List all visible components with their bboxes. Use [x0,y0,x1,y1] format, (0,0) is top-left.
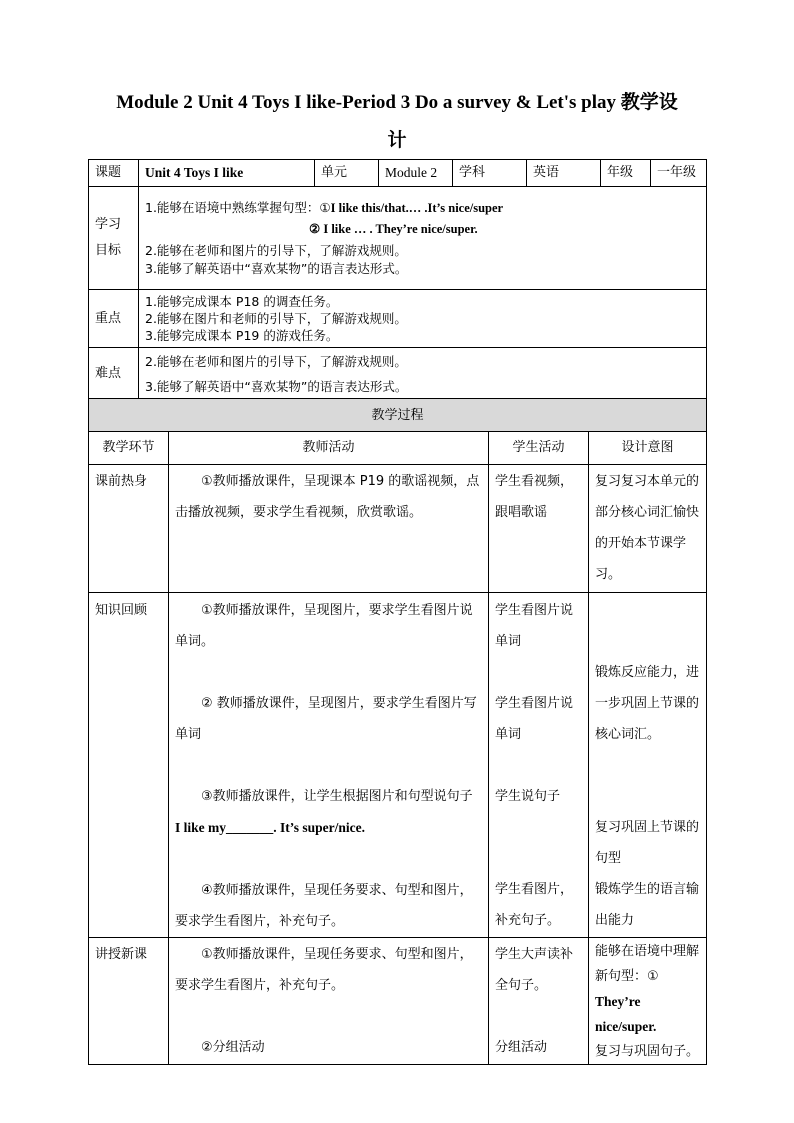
review-teacher-4: ④教师播放课件，呈现任务要求、句型和图片，要求学生看图片，补充句子。 [175,883,473,929]
review-teacher-3: ③教师播放课件，让学生根据图片和句型说句子 I like my_______. It’s super/nice. [175,789,473,835]
lesson-label: 课题 [89,160,139,187]
objectives-content [139,187,707,290]
warmup-intent: 复习复习本单元的部分核心词汇愉快的开始本节课学习。 [589,465,707,593]
new-teacher-2: ②分组活动 [201,1040,265,1055]
key-points-row [89,290,707,348]
title-line-2: 计 [387,130,407,151]
objective-2: 2.能够在老师和图片的引导下，了解游戏规则。 [145,242,407,258]
difficulties-row [89,348,707,400]
review-teacher-2: ② 教师播放课件，呈现图片，要求学生看图片写单词 [175,696,477,742]
new-intent: 能够在语境中理解新句型：① They’re nice/super. 复习与巩固句子。 [589,938,707,1065]
unit-label: 单元 [315,160,379,187]
review-teacher-1: ①教师播放课件，呈现图片，要求学生看图片说单词。 [175,603,473,649]
objectives-label: 学习 目标 [89,187,139,290]
review-student: 学生看图片说 单词 学生看图片说 单词 学生说句子 学生看图片， 补充句子。 [489,593,589,938]
warmup-teacher: ①教师播放课件，呈现课本 P19 的歌谣视频，点击播放视频，要求学生看视频，欣赏歌谣。 [169,465,489,593]
header-intent: 设计意图 [589,432,707,465]
review-intent-3: 锻炼学生的语言输出能力 [595,882,700,928]
header-student: 学生活动 [489,432,589,465]
teaching-process-table [88,398,707,1065]
warmup-row [89,465,707,593]
key-points-content [139,290,707,348]
process-band-row [89,399,707,432]
grade-label: 年级 [601,160,651,187]
key-points-label: 重点 [89,290,139,348]
new-student: 学生大声读补 全句子。 分组活动 [489,938,589,1065]
review-intent-2: 复习巩固上节课的句型 [595,820,700,866]
objectives-row [89,187,707,290]
key-point-2: 2.能够在图片和老师的引导下，了解游戏规则。 [145,311,407,326]
unit-value: Module 2 [379,160,453,187]
objective-1: 1.能够在语境中熟练掌握句型：①I like this/that.… .It’s nice/super [145,199,504,215]
document-title [88,84,706,160]
new-teacher-1: ①教师播放课件，呈现任务要求、句型和图片，要求学生看图片，补充句子。 [175,947,473,993]
title-line-1: Module 2 Unit 4 Toys I like-Period 3 Do a survey & Let's play 教学设 [116,92,678,113]
review-teacher [169,593,489,938]
lesson-value: Unit 4 Toys I like [139,160,315,187]
review-intent-1: 锻炼反应能力，进一步巩固上节课的核心词汇。 [595,665,700,742]
review-stage: 知识回顾 [89,593,169,938]
process-header-row [89,432,707,465]
new-intent-2: 复习与巩固句子。 [595,1044,700,1059]
difficulty-2: 3.能够了解英语中“喜欢某物”的语言表达形式。 [145,378,408,394]
info-row [89,160,707,187]
process-band-title: 教学过程 [89,399,707,432]
difficulties-label: 难点 [89,348,139,400]
header-teacher: 教师活动 [169,432,489,465]
key-point-3: 3.能够完成课本 P19 的游戏任务。 [145,328,339,343]
warmup-student: 学生看视频， 跟唱歌谣 [489,465,589,593]
objective-3: 3.能够了解英语中“喜欢某物”的语言表达形式。 [145,260,408,276]
subject-label: 学科 [453,160,527,187]
new-teacher [169,938,489,1065]
warmup-stage: 课前热身 [89,465,169,593]
new-lesson-row [89,938,707,1065]
difficulty-1: 2.能够在老师和图片的引导下，了解游戏规则。 [145,353,407,369]
lesson-info-table [88,159,707,400]
header-stage: 教学环节 [89,432,169,465]
review-intent [589,593,707,938]
difficulties-content [139,348,707,400]
new-stage: 讲授新课 [89,938,169,1065]
review-row [89,593,707,938]
objective-1b: ② I like … . They’re nice/super. [309,221,478,236]
key-point-1: 1.能够完成课本 P18 的调查任务。 [145,294,339,309]
grade-value: 一年级 [651,160,707,187]
subject-value: 英语 [527,160,601,187]
